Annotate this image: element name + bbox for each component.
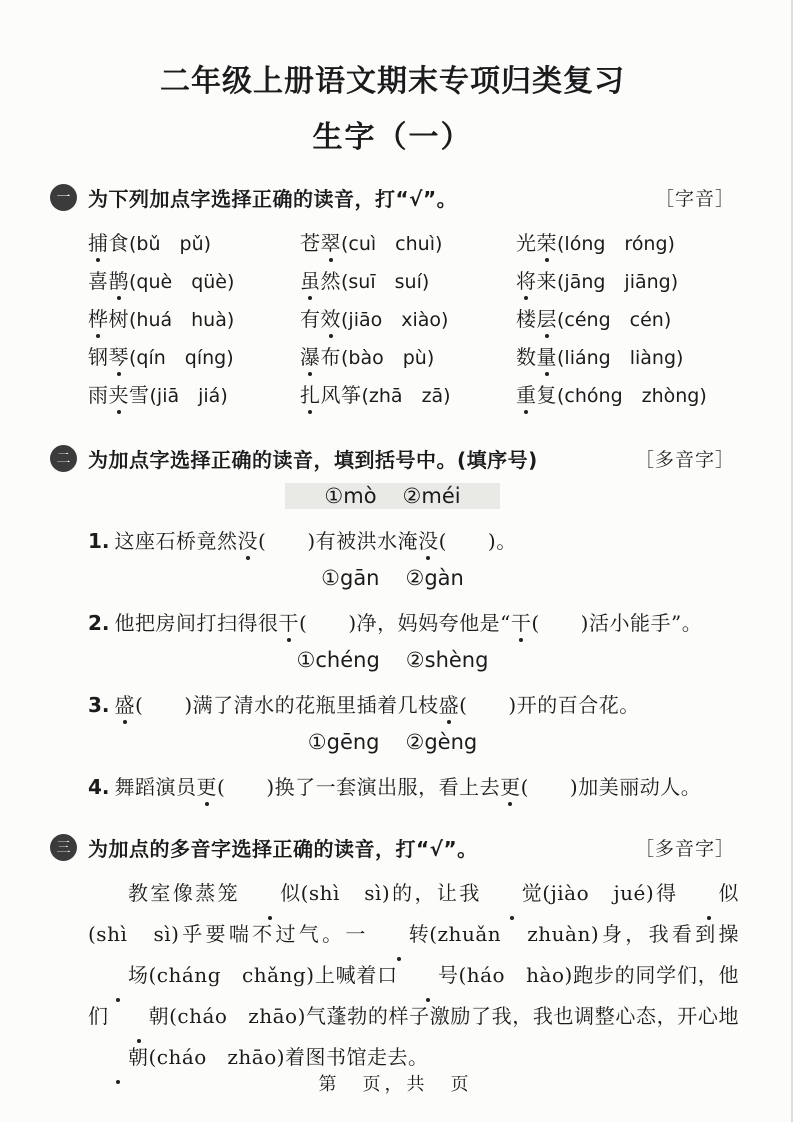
word-item — [516, 265, 735, 303]
word-item — [88, 265, 300, 303]
text-run: ( )活小能手”。 — [531, 611, 703, 635]
text-run: (shì sì)乎要喘不过气。一 — [88, 922, 369, 946]
hanzi-char: 楼 — [516, 307, 537, 331]
pinyin-choices: (huá huà) — [129, 309, 235, 331]
pinyin-option: ①chéng — [296, 648, 380, 672]
text-run: ( )满了清水的花瓶里插着几枝 — [135, 693, 439, 717]
word-item — [516, 341, 735, 379]
word-item — [300, 341, 516, 379]
dotted-char: 捕 — [88, 227, 109, 256]
dotted-char: 将 — [516, 265, 537, 294]
word-item — [300, 227, 516, 265]
hanzi-char: 然 — [320, 269, 341, 293]
pinyin-option: ①mò — [324, 484, 377, 508]
section-1-tag: ［字音］ — [654, 188, 735, 210]
dotted-char: 效 — [321, 303, 342, 332]
page-subtitle: 生字（一） — [312, 120, 473, 155]
pinyin-option: ②shèng — [405, 648, 489, 672]
hanzi-char: 布 — [320, 345, 341, 369]
hanzi-char: 食 — [108, 231, 129, 255]
dotted-char: 翠 — [321, 227, 342, 256]
pinyin-options — [258, 647, 528, 673]
word-item — [88, 341, 300, 379]
dotted-char: 干 — [279, 607, 300, 636]
dotted-char: 重 — [516, 379, 537, 408]
dotted-char: 似 — [240, 873, 301, 914]
text-run: ( )开的百合花。 — [459, 693, 640, 717]
sentence-number: 1. — [88, 529, 110, 553]
dotted-char: 场 — [88, 955, 149, 996]
dotted-char: 虽 — [300, 265, 321, 294]
pinyin-choices: (cuì chuì) — [341, 233, 443, 255]
text-run: ( )。 — [438, 529, 517, 553]
pinyin-options-line — [50, 478, 735, 519]
hanzi-char: 数 — [516, 345, 537, 369]
section-3-header — [50, 832, 735, 863]
text-run: ( )换了一套演出服，看上去 — [217, 775, 501, 799]
hanzi-char: 树 — [108, 307, 129, 331]
pinyin-option: ②gàn — [405, 566, 464, 590]
sentence-number: 3. — [88, 693, 110, 717]
hanzi-char: 光 — [516, 231, 537, 255]
section-1-header — [50, 182, 735, 213]
fill-in-sentence — [88, 519, 735, 560]
dotted-char: 更 — [500, 771, 521, 800]
pinyin-choices: (céng cén) — [557, 309, 672, 331]
pinyin-choices: (bào pù) — [341, 347, 435, 369]
pinyin-choices: (jāng jiāng) — [557, 271, 679, 293]
pinyin-option: ②gèng — [405, 730, 478, 754]
dotted-char: 琴 — [109, 341, 130, 370]
pinyin-choices: (suī suí) — [341, 271, 430, 293]
pinyin-options — [282, 565, 503, 591]
text-run: (zhuǎn zhuàn)身，我看到操 — [429, 922, 740, 946]
text-run: ( )有被洪水淹 — [258, 529, 419, 553]
pinyin-option: ①gān — [321, 566, 380, 590]
section-3-tag: ［多音字］ — [634, 838, 735, 860]
word-item — [516, 379, 735, 417]
dotted-char: 更 — [197, 771, 218, 800]
text-run: (jiào jué)得 — [542, 881, 679, 905]
hanzi-char: 风 — [320, 383, 341, 407]
hanzi-char: 雨 — [88, 383, 109, 407]
hanzi-char: 雪 — [129, 383, 150, 407]
section-1-number-icon: 一 — [50, 184, 77, 211]
text-run: (cháo zhāo)气蓬勃的样子激励了我，我也调整心态，开心地 — [169, 1004, 739, 1028]
pinyin-options — [269, 729, 516, 755]
dotted-char: 干 — [511, 607, 532, 636]
dotted-char: 没 — [418, 525, 439, 554]
text-run: ( )净，妈妈夸他是“ — [299, 611, 511, 635]
word-item — [88, 379, 300, 417]
dotted-char: 没 — [238, 525, 259, 554]
multi-groups — [50, 478, 735, 806]
fill-in-sentence — [88, 683, 735, 724]
pinyin-choices: (jiāo xiào) — [341, 309, 449, 331]
hanzi-char: 筝 — [341, 383, 362, 407]
word-item — [300, 303, 516, 341]
sentence-number: 2. — [88, 611, 110, 635]
text-run: (háo hào)跑步的同学们，他们 — [88, 963, 740, 1028]
pinyin-options-line — [50, 724, 735, 765]
dotted-char: 层 — [537, 303, 558, 332]
fill-in-sentence — [88, 601, 735, 642]
dotted-char: 朝 — [88, 1037, 149, 1078]
dotted-char: 桦 — [88, 303, 109, 332]
dotted-char: 朝 — [109, 996, 170, 1037]
text-run: (cháo zhāo)着图书馆走去。 — [148, 1045, 429, 1069]
section-2-tag: ［多音字］ — [634, 449, 735, 471]
dotted-char: 号 — [398, 955, 459, 996]
section-3-number-icon: 三 — [50, 834, 77, 861]
dotted-char: 扎 — [300, 379, 321, 408]
pinyin-choices: (qín qíng) — [129, 347, 234, 369]
passage — [88, 873, 739, 1078]
hanzi-char: 苍 — [300, 231, 321, 255]
word-item — [300, 265, 516, 303]
fill-in-sentence — [88, 765, 735, 806]
pinyin-choices: (bǔ pǔ) — [129, 233, 212, 255]
dotted-char: 瀑 — [300, 341, 321, 370]
text-run: 舞蹈演员 — [114, 775, 197, 799]
pinyin-choices: (chóng zhòng) — [557, 385, 707, 407]
section-2-header — [50, 443, 735, 474]
page-footer: 第 页，共 页 — [318, 1074, 473, 1095]
text-run: (shì sì)的，让我 — [300, 881, 482, 905]
word-item — [516, 303, 735, 341]
pinyin-choices: (lóng róng) — [557, 233, 675, 255]
dotted-char: 荣 — [537, 227, 558, 256]
dotted-char: 夹 — [109, 379, 130, 408]
dotted-char: 觉 — [482, 873, 543, 914]
word-item — [88, 227, 300, 265]
pinyin-choices: (què qüè) — [129, 271, 235, 293]
text-run: 他把房间打扫得很 — [114, 611, 279, 635]
word-item — [516, 227, 735, 265]
dotted-char: 量 — [537, 341, 558, 370]
pinyin-options-line — [50, 560, 735, 601]
pinyin-choices: (zhā zā) — [361, 385, 451, 407]
dotted-char: 鹊 — [109, 265, 130, 294]
dotted-char: 盛 — [115, 689, 136, 718]
word-grid — [88, 227, 735, 417]
dotted-char: 盛 — [439, 689, 460, 718]
pinyin-option: ①gēng — [307, 730, 380, 754]
text-run: (cháng chǎng)上喊着口 — [148, 963, 398, 987]
text-run: ( )加美丽动人。 — [520, 775, 702, 799]
word-item — [88, 303, 300, 341]
section-1-instruction: 为下列加点字选择正确的读音，打“√”。 — [88, 187, 458, 211]
hanzi-char: 来 — [536, 269, 557, 293]
pinyin-choices: (jiā jiá) — [149, 385, 228, 407]
text-run: 这座石桥竟然 — [114, 529, 238, 553]
text-run: 教室像蒸笼 — [128, 881, 241, 905]
section-3-instruction: 为加点的多音字选择正确的读音，打“√”。 — [88, 837, 478, 861]
dotted-char: 转 — [369, 914, 430, 955]
pinyin-option: ②méi — [402, 484, 461, 508]
page-title: 二年级上册语文期末专项归类复习 — [160, 64, 625, 99]
dotted-char: 似 — [679, 873, 740, 914]
section-2-instruction: 为加点字选择正确的读音，填到括号中。(填序号) — [88, 448, 538, 472]
hanzi-char: 喜 — [88, 269, 109, 293]
section-2-number-icon: 二 — [50, 445, 77, 472]
word-item — [300, 379, 516, 417]
pinyin-choices: (liáng liàng) — [557, 347, 684, 369]
pinyin-options — [285, 483, 499, 509]
hanzi-char: 复 — [536, 383, 557, 407]
hanzi-char: 有 — [300, 307, 321, 331]
pinyin-options-line — [50, 642, 735, 683]
hanzi-char: 钢 — [88, 345, 109, 369]
sentence-number: 4. — [88, 775, 110, 799]
